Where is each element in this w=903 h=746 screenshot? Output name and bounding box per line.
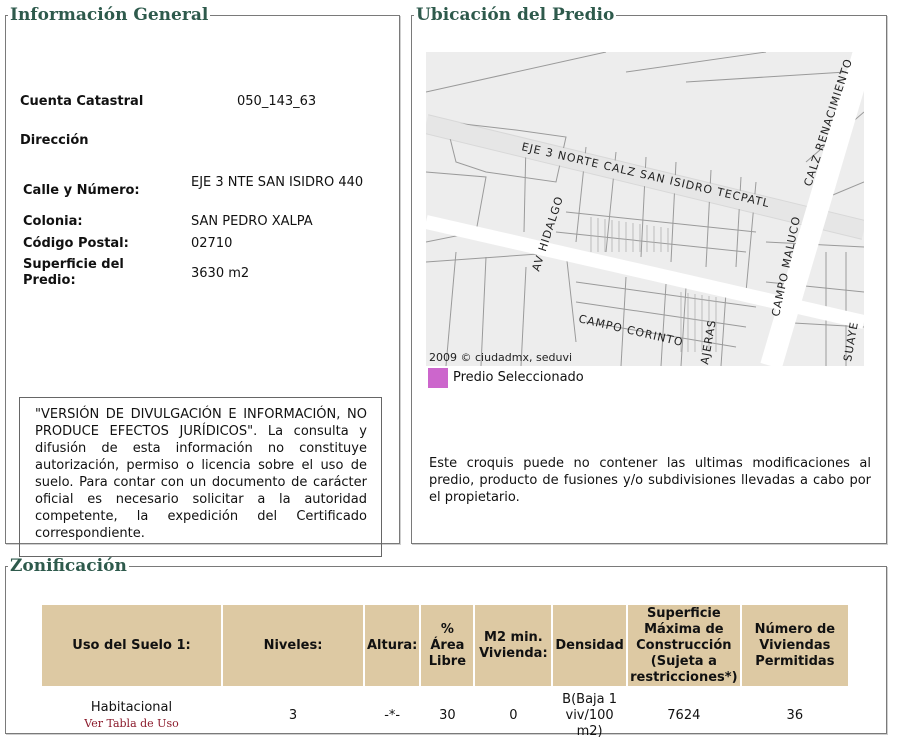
table-row bbox=[42, 688, 848, 744]
map-credit: 2009 © ciudadmx, seduvi bbox=[429, 351, 573, 364]
codigo-postal-value: 02710 bbox=[191, 236, 233, 251]
codigo-postal-label: Código Postal: bbox=[23, 236, 129, 251]
zonificacion-title: Zonificación bbox=[10, 556, 127, 576]
cell-uso bbox=[42, 688, 221, 744]
predio-legend-label: Predio Seleccionado bbox=[453, 370, 584, 385]
info-general-panel bbox=[5, 5, 400, 544]
cuenta-catastral-value: 050_143_63 bbox=[237, 94, 317, 109]
col-uso-suelo: Uso del Suelo 1: bbox=[42, 605, 221, 686]
zonificacion-panel bbox=[5, 556, 887, 739]
map-street-maluco: CAMPO MALUCO bbox=[769, 214, 804, 318]
col-superficie-max: Superficie Máxima de Construcción (Sujeta a restricciones*) bbox=[628, 605, 740, 686]
table-header-row bbox=[42, 605, 848, 686]
cell-num-viviendas: 36 bbox=[786, 708, 804, 723]
map-drawing bbox=[426, 52, 864, 366]
cell-niveles: 3 bbox=[288, 708, 298, 723]
col-area-libre: % Área Libre bbox=[421, 605, 473, 686]
col-niveles: Niveles: bbox=[223, 605, 363, 686]
col-densidad: Densidad bbox=[553, 605, 625, 686]
map-street-suaye: SUAYE bbox=[841, 320, 861, 363]
map-street-corinto: CAMPO CORINTO bbox=[577, 312, 685, 350]
direccion-label: Dirección bbox=[20, 133, 89, 148]
predio-color-swatch bbox=[428, 368, 448, 388]
disclaimer-notice: "VERSIÓN DE DIVULGACIÓN E INFORMACIÓN, NO PRODUCE EFECTOS JURÍDICOS". La consulta y difusión de esta información no constituye autorización, permiso o licencia sobre el uso de suelo. Para contar con un documento de carácter oficial es necesario solicitar a la autoridad competente, la expedición del Certificado correspondiente. bbox=[19, 397, 382, 557]
col-num-viviendas: Número de Viviendas Permitidas bbox=[742, 605, 848, 686]
zonificacion-table bbox=[40, 603, 850, 746]
ubicacion-title: Ubicación del Predio bbox=[416, 5, 615, 25]
colonia-label: Colonia: bbox=[23, 214, 83, 229]
calle-numero-label: Calle y Número: bbox=[23, 183, 140, 198]
cell-altura: -*- bbox=[384, 708, 401, 723]
col-m2-min: M2 min. Vivienda: bbox=[475, 605, 551, 686]
ubicacion-panel bbox=[411, 5, 887, 544]
superficie-predio-value: 3630 m2 bbox=[191, 266, 250, 281]
info-general-title: Información General bbox=[10, 5, 209, 25]
location-map[interactable] bbox=[426, 52, 864, 366]
calle-numero-value: EJE 3 NTE SAN ISIDRO 440 bbox=[191, 175, 364, 190]
superficie-predio-label: Superficie del Predio: bbox=[23, 257, 124, 288]
cuenta-catastral-label: Cuenta Catastral bbox=[20, 94, 144, 109]
map-disclaimer: Este croquis puede no contener las ultimas modificaciones al predio, producto de fusiones y/o subdivisiones llevadas a cabo por el propietario. bbox=[429, 456, 871, 505]
map-street-ajeras: AJERAS bbox=[698, 318, 719, 366]
map-street-renacimiento: CALZ RENACIMIENTO bbox=[801, 56, 856, 188]
map-street-hidalgo: AV HIDALGO bbox=[529, 194, 567, 273]
cell-m2-min: 0 bbox=[509, 708, 518, 723]
ver-tabla-uso-link[interactable]: Ver Tabla de Uso bbox=[84, 717, 179, 730]
cell-area-libre: 30 bbox=[439, 708, 456, 723]
cell-superficie-max: 7624 bbox=[667, 708, 701, 723]
cell-densidad: B(Baja 1 viv/100 m2) bbox=[562, 692, 618, 739]
col-altura: Altura: bbox=[365, 605, 419, 686]
colonia-value: SAN PEDRO XALPA bbox=[191, 214, 313, 229]
uso-value: Habitacional bbox=[90, 700, 173, 715]
map-street-eje3: EJE 3 NORTE CALZ SAN ISIDRO TECPATL bbox=[520, 140, 772, 211]
